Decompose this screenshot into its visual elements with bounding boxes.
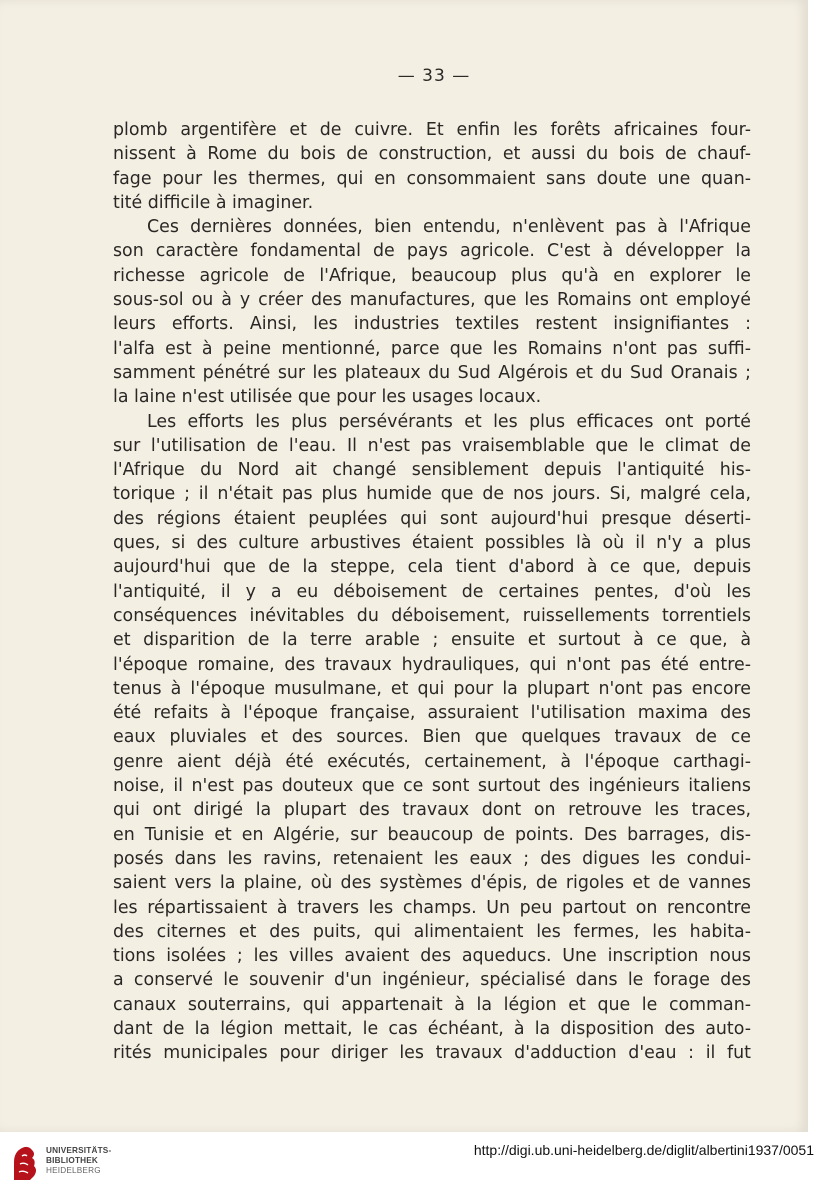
heidelberg-lion-icon <box>10 1142 40 1182</box>
text-line: samment pénétré sur les plateaux du Sud Algérois et du Sud Oranais ; <box>113 362 751 383</box>
text-line: dant de la légion mettait, le cas échéant, à la disposition des auto- <box>113 1018 751 1039</box>
text-line: fage pour les thermes, qui en consommaient sans doute une quan- <box>113 168 751 189</box>
text-line: conséquences inévitables du déboisement, ruissellements torrentiels <box>113 605 751 626</box>
text-line: sous-sol ou à y créer des manufactures, que les Romains ont employé <box>113 290 751 311</box>
text-line: été refaits à l'époque française, assuraient l'utilisation maxima des <box>113 703 751 724</box>
text-line: genre aient déjà été exécutés, certainement, à l'époque carthagi- <box>113 751 751 772</box>
text-line: tenus à l'époque musulmane, et qui pour la plupart n'ont pas encore <box>113 678 751 699</box>
text-line: l'Afrique du Nord ait changé sensiblement depuis l'antiquité his- <box>113 460 751 481</box>
page-number: — 33 — <box>397 66 471 86</box>
text-line: l'époque romaine, des travaux hydrauliques, qui n'ont pas été entre- <box>113 654 751 675</box>
source-url[interactable]: http://digi.ub.uni-heidelberg.de/diglit/albertini1937/0051 <box>473 1142 814 1158</box>
logo-line-1: UNIVERSITÄTS- <box>46 1146 112 1155</box>
text-line: posés dans les ravins, retenaient les eaux ; des digues les condui- <box>113 848 751 869</box>
library-logo[interactable] <box>10 1140 130 1184</box>
text-line: Les efforts les plus persévérants et les plus efficaces ont porté <box>147 411 751 432</box>
text-line: tions isolées ; les villes avaient des aqueducs. Une inscription nous <box>113 946 751 967</box>
text-line: l'antiquité, il y a eu déboisement de certaines pentes, d'où les <box>113 581 751 602</box>
text-line: ques, si des culture arbustives étaient possibles là où il n'y a plus <box>113 533 751 554</box>
text-line: qui ont dirigé la plupart des travaux dont on retrouve les traces, <box>113 800 751 821</box>
text-line: des citernes et des puits, qui alimentaient les fermes, les habita- <box>113 921 751 942</box>
footer-bar <box>0 1132 824 1193</box>
text-line: son caractère fondamental de pays agricole. C'est à développer la <box>113 241 751 262</box>
paragraph <box>113 215 751 409</box>
paragraph <box>113 118 751 215</box>
text-line: richesse agricole de l'Afrique, beaucoup plus qu'à en explorer le <box>113 265 751 286</box>
text-line: saient vers la plaine, où des systèmes d'épis, de rigoles et de vannes <box>113 873 751 894</box>
logo-line-3: HEIDELBERG <box>46 1166 101 1175</box>
text-line: Ces dernières données, bien entendu, n'enlèvent pas à l'Afrique <box>147 217 751 238</box>
text-line: et disparition de la terre arable ; ensuite et surtout à ce que, à <box>113 630 751 651</box>
text-line: sur l'utilisation de l'eau. Il n'est pas vraisemblable que le climat de <box>113 435 751 456</box>
text-line: rités municipales pour diriger les travaux d'adduction d'eau : il fut <box>113 1043 751 1064</box>
text-line: noise, il n'est pas douteux que ce sont surtout des ingénieurs italiens <box>113 776 751 797</box>
text-line: en Tunisie et en Algérie, sur beaucoup de points. Des barrages, dis- <box>113 824 751 845</box>
text-line: eaux pluviales et des sources. Bien que quelques travaux de ce <box>113 727 751 748</box>
text-line: torique ; il n'était pas plus humide que de nos jours. Si, malgré cela, <box>113 484 751 505</box>
text-line: l'alfa est à peine mentionné, parce que les Romains n'ont pas suffi- <box>113 338 751 359</box>
text-line: la laine n'est utilisée que pour les usages locaux. <box>113 387 542 408</box>
text-line: aujourd'hui que de la steppe, cela tient d'abord à ce que, depuis <box>113 557 751 578</box>
library-name <box>46 1146 111 1176</box>
text-line: leurs efforts. Ainsi, les industries textiles restent insignifiantes : <box>113 314 751 335</box>
page-text <box>113 118 751 1066</box>
text-line: a conservé le souvenir d'un ingénieur, spécialisé dans le forage des <box>113 970 751 991</box>
text-line: les répartissaient à travers les champs. Un peu partout on rencontre <box>113 897 751 918</box>
logo-line-2: BIBLIOTHEK <box>46 1156 99 1165</box>
paragraph <box>113 410 751 1066</box>
text-line: canaux souterrains, qui appartenait à la légion et que le comman- <box>113 994 751 1015</box>
text-line: plomb argentifère et de cuivre. Et enfin les forêts africaines four- <box>113 120 751 140</box>
text-line: nissent à Rome du bois de construction, et aussi du bois de chauf- <box>113 144 751 165</box>
text-line: des régions étaient peuplées qui sont aujourd'hui presque déserti- <box>113 508 751 529</box>
text-line: tité difficile à imaginer. <box>113 192 314 213</box>
